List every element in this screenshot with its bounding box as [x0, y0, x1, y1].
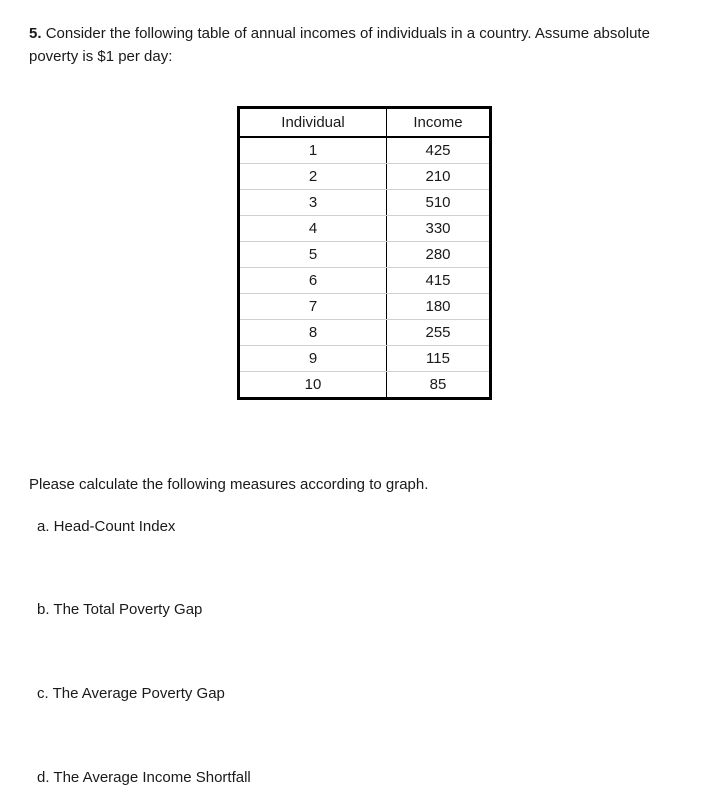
individual-cell: 10	[239, 372, 387, 399]
income-cell: 425	[387, 137, 491, 164]
table-row	[239, 320, 491, 346]
part-d-average-income-shortfall: d. The Average Income Shortfall	[37, 769, 251, 786]
individual-cell: 6	[239, 268, 387, 294]
individual-cell: 8	[239, 320, 387, 346]
income-table-container	[237, 106, 492, 400]
part-a-head-count-index: a. Head-Count Index	[37, 518, 176, 535]
income-cell: 85	[387, 372, 491, 399]
income-cell: 210	[387, 164, 491, 190]
income-cell: 415	[387, 268, 491, 294]
income-cell: 280	[387, 242, 491, 268]
table-row	[239, 137, 491, 164]
table-row	[239, 372, 491, 399]
question-body: Consider the following table of annual incomes of individuals in a country. Assume absolute poverty is $1 per day:	[29, 25, 650, 65]
individual-cell: 9	[239, 346, 387, 372]
income-cell: 255	[387, 320, 491, 346]
individual-cell: 2	[239, 164, 387, 190]
table-row	[239, 164, 491, 190]
income-cell: 115	[387, 346, 491, 372]
table-row	[239, 242, 491, 268]
column-header-income: Income	[387, 108, 491, 138]
part-b-total-poverty-gap: b. The Total Poverty Gap	[37, 601, 203, 618]
question-text	[29, 22, 694, 68]
column-header-individual: Individual	[239, 108, 387, 138]
question-number: 5.	[29, 25, 42, 42]
income-cell: 330	[387, 216, 491, 242]
individual-cell: 7	[239, 294, 387, 320]
individual-cell: 5	[239, 242, 387, 268]
table-row	[239, 294, 491, 320]
part-c-average-poverty-gap: c. The Average Poverty Gap	[37, 685, 225, 702]
instruction-text: Please calculate the following measures according to graph.	[29, 476, 429, 493]
table-row	[239, 190, 491, 216]
individual-cell: 3	[239, 190, 387, 216]
income-table	[237, 106, 492, 400]
income-cell: 180	[387, 294, 491, 320]
individual-cell: 4	[239, 216, 387, 242]
income-cell: 510	[387, 190, 491, 216]
table-header-row	[239, 108, 491, 138]
table-row	[239, 346, 491, 372]
individual-cell: 1	[239, 137, 387, 164]
table-row	[239, 216, 491, 242]
table-row	[239, 268, 491, 294]
